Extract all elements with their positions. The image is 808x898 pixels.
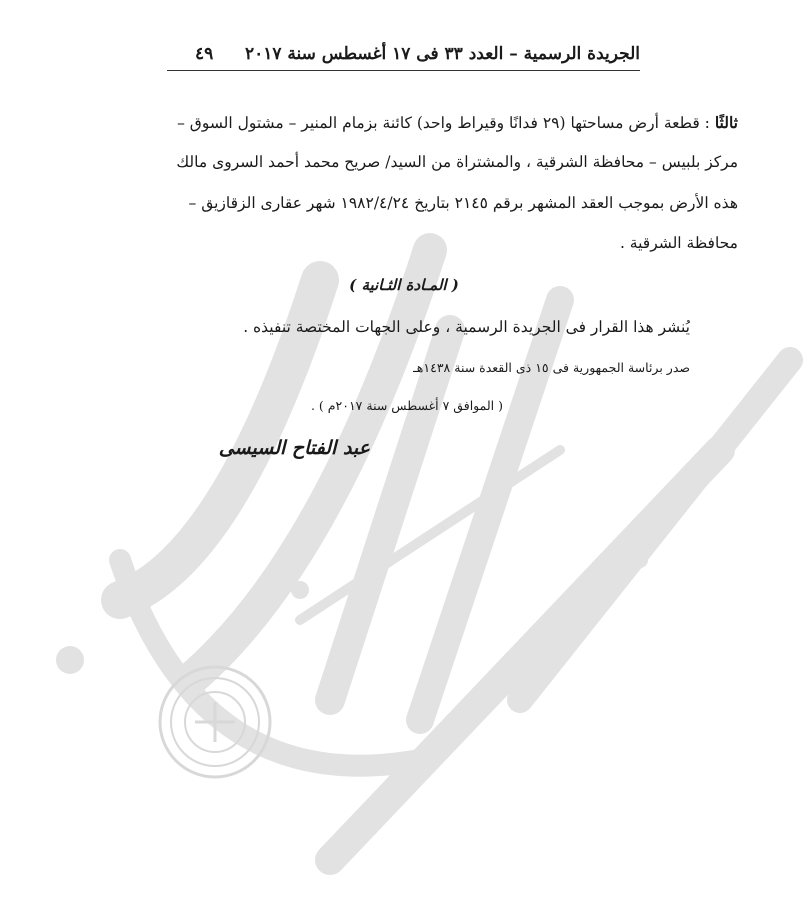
- body-line-3: هذه الأرض بموجب العقد المشهر برقم ٢١٤٥ بتاريخ ١٩٨٢/٤/٢٤ شهر عقارى الزقازيق –: [188, 194, 738, 212]
- watermark-dot: [56, 646, 84, 674]
- signature: عبد الفتاح السيسى: [218, 437, 370, 459]
- article-text: يُنشر هذا القرار فى الجريدة الرسمية ، وعلى الجهات المختصة تنفيذه .: [243, 318, 690, 336]
- seal-icon: [160, 667, 270, 777]
- page-header: [167, 36, 640, 71]
- page-number: ٤٩: [195, 44, 214, 64]
- issued-date: صدر برئاسة الجمهورية فى ١٥ ذى القعدة سنة ١٤٣٨هـ: [413, 360, 690, 375]
- third-label: ثالثًا: [714, 113, 738, 132]
- gazette-title: الجريدة الرسمية – العدد ٣٣ فى ١٧ أغسطس سنة ٢٠١٧: [244, 44, 640, 64]
- article-title: ( المـادة الثـانية ): [349, 276, 459, 294]
- body-line-4: محافظة الشرقية .: [619, 234, 738, 252]
- corresponding-date: ( الموافق ٧ أغسطس سنة ٢٠١٧م ) .: [310, 398, 503, 413]
- watermark-dot: [632, 552, 648, 568]
- body-line-2: مركز بلبيس – محافظة الشرقية ، والمشتراة من السيد/ صريح محمد أحمد السروى مالك: [176, 153, 738, 171]
- watermark-dot: [291, 581, 309, 599]
- body-text-1: : قطعة أرض مساحتها (٢٩ فدانًا وقيراط واحد) كائنة بزمام المنير – مشتول السوق –: [177, 114, 715, 132]
- watermark-stroke: [520, 360, 790, 700]
- body-line-1: [148, 113, 738, 132]
